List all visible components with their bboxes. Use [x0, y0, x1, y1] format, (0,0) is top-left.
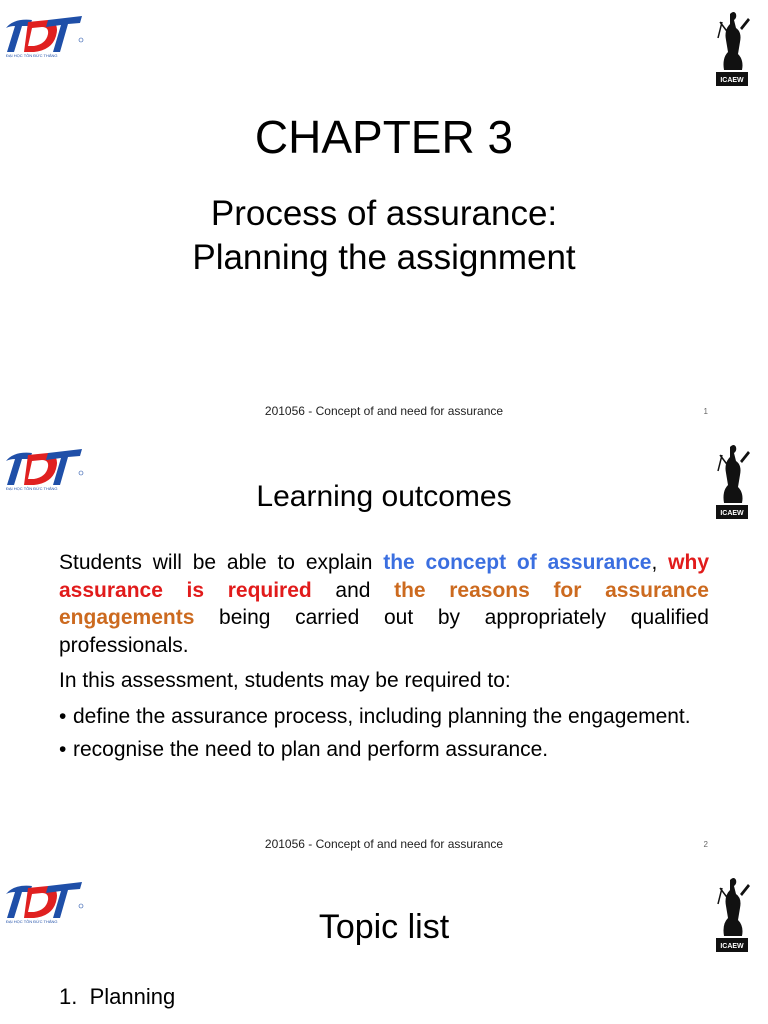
- icaew-label: ICAEW: [720, 510, 744, 517]
- chapter-title: CHAPTER 3: [254, 111, 514, 163]
- slide-footer: 201056 - Concept of and need for assurance: [264, 404, 504, 418]
- svg-text:ĐẠI HỌC TÔN ĐỨC THẮNG: ĐẠI HỌC TÔN ĐỨC THẮNG: [6, 919, 58, 924]
- bullet-dot: •: [59, 704, 67, 728]
- slide-heading: Topic list: [318, 908, 450, 946]
- intro-paragraph: [59, 549, 709, 659]
- subtitle-line-1: Process of assurance:: [210, 194, 558, 233]
- text-span: being carried out by appropriately qualified professionals.: [59, 606, 709, 657]
- svg-text:ĐẠI HỌC TÔN ĐỨC THẮNG: ĐẠI HỌC TÔN ĐỨC THẮNG: [6, 486, 58, 491]
- text-span: ,: [651, 551, 669, 574]
- icaew-logo: [710, 8, 754, 88]
- subtitle-line-2: Planning the assignment: [192, 238, 576, 277]
- highlight-blue: the concept of assurance: [383, 551, 652, 574]
- slide-footer: 201056 - Concept of and need for assurance: [264, 837, 504, 851]
- text-span: Students will be able to explain: [59, 551, 384, 574]
- assessment-line: In this assessment, students may be required to:: [59, 669, 511, 692]
- slide-heading: Learning outcomes: [256, 480, 512, 513]
- bullet-item: [59, 703, 709, 731]
- slide-1: [0, 0, 768, 433]
- highlight-orange: the reasons for assurance engagements: [59, 578, 709, 629]
- page-number: 2: [703, 840, 708, 849]
- learning-outcomes-body: [59, 549, 709, 770]
- icaew-label: ICAEW: [720, 943, 744, 950]
- bullet-item: [59, 736, 709, 764]
- page-number: 1: [703, 407, 708, 416]
- slide-3: [0, 866, 768, 1024]
- icaew-label: ICAEW: [720, 77, 744, 84]
- highlight-red: why assurance is required: [59, 551, 710, 602]
- tdt-small-text: ĐẠI HỌC TÔN ĐỨC THẮNG: [6, 53, 58, 58]
- topic-item: 1. Planning: [59, 984, 176, 1009]
- bullet-text: recognise the need to plan and perform assurance.: [73, 738, 549, 761]
- bullet-text: define the assurance process, including planning the engagement.: [73, 704, 691, 728]
- slide-2: [0, 433, 768, 866]
- bullet-dot: •: [59, 738, 67, 761]
- tdt-logo: [4, 8, 86, 58]
- text-span: and: [311, 578, 395, 602]
- slide-subtitle: [0, 192, 768, 280]
